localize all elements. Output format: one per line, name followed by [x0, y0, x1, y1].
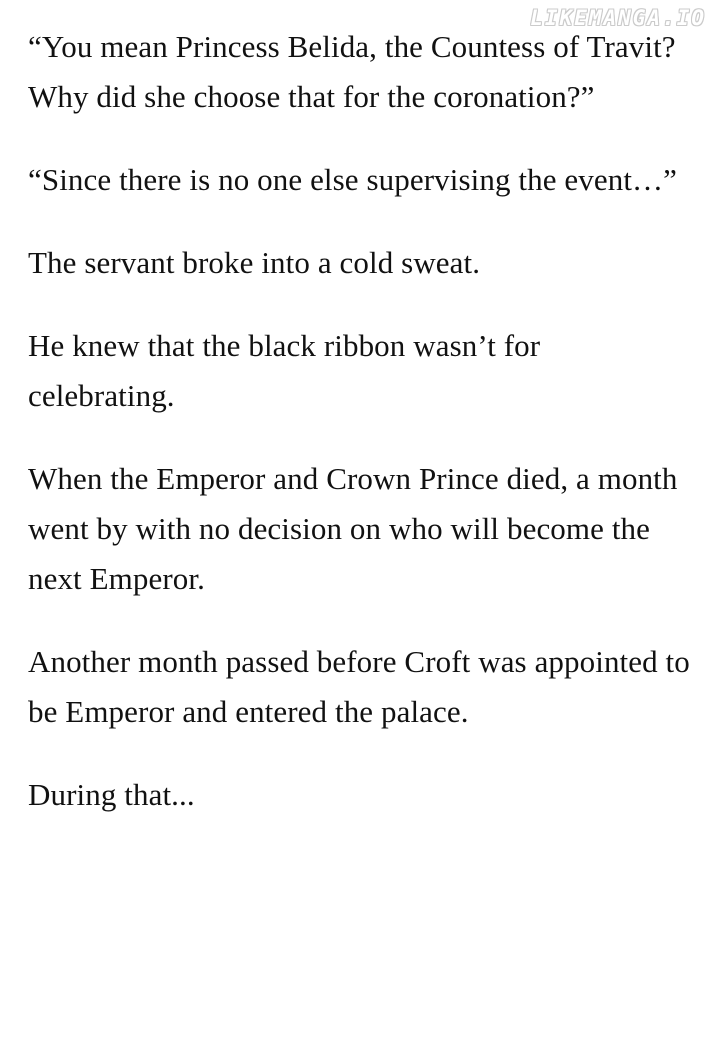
paragraph: When the Emperor and Crown Prince died, a month went by with no decision on who will become the next Emperor.	[28, 461, 686, 596]
paragraph: “You mean Princess Belida, the Countess of Travit? Why did she choose that for the coronation?”	[28, 29, 683, 114]
paragraph: The servant broke into a cold sweat.	[28, 245, 481, 280]
paragraph: He knew that the black ribbon wasn’t for celebrating.	[28, 328, 549, 413]
paragraph: Another month passed before Croft was appointed to be Emperor and entered the palace.	[28, 644, 698, 729]
site-watermark: LIKEMANGA.IO	[530, 6, 706, 30]
paragraph: “Since there is no one else supervising the event…”	[28, 162, 678, 197]
story-text-body	[28, 22, 698, 820]
paragraph-partial: During that...	[28, 777, 195, 812]
